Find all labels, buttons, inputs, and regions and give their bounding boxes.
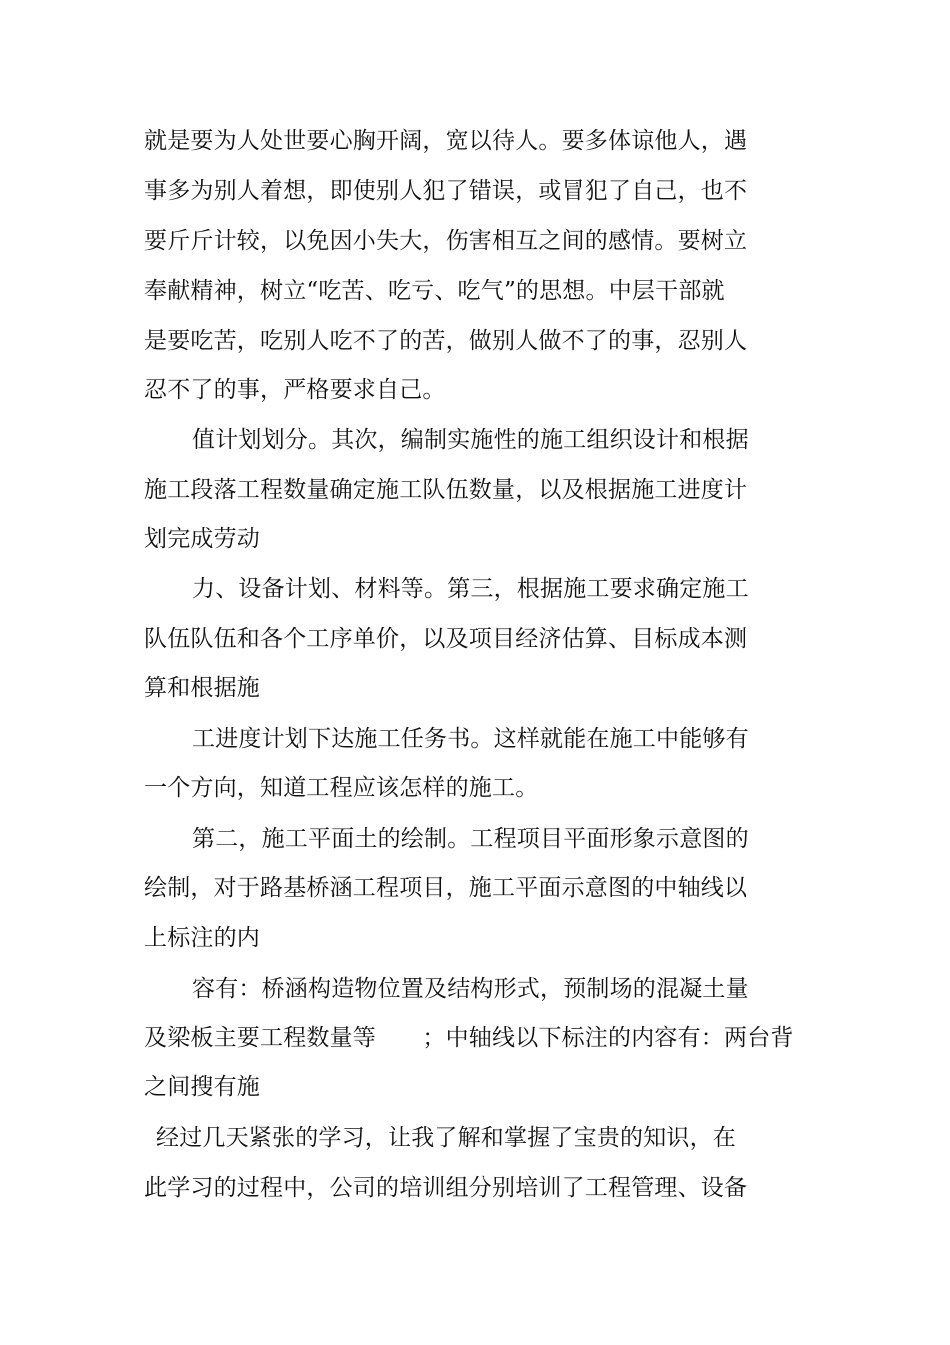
text-line: 之间搜有施 — [144, 1074, 260, 1100]
text-line: 第二，施工平面土的绘制。工程项目平面形象示意图的 — [192, 826, 749, 852]
text-line: 忍不了的事，严格要求自己。 — [144, 377, 446, 403]
text-line: 工进度计划下达施工任务书。这样就能在施工中能够有 — [192, 726, 749, 752]
text-line: 力、设备计划、材料等。第三，根据施工要求确定施工 — [192, 576, 749, 602]
text-line: 奉献精神，树立“吃苦、吃亏、吃气”的思想。中层干部就 — [144, 278, 725, 304]
text-line: 施工段落工程数量确定施工队伍数量，以及根据施工进度计 — [144, 477, 748, 503]
text-line: 值计划划分。其次，编制实施性的施工组织设计和根据 — [192, 427, 749, 453]
text-line: 就是要为人处世要心胸开阔，宽以待人。要多体谅他人，遇 — [144, 128, 748, 154]
text-line: 一个方向，知道工程应该怎样的施工。 — [144, 775, 539, 801]
text-line: 上标注的内 — [144, 925, 260, 951]
text-line: 队伍队伍和各个工序单价，以及项目经济估算、目标成本测 — [144, 626, 748, 652]
text-line: 算和根据施 — [144, 675, 260, 701]
text-line: 划完成劳动 — [144, 526, 260, 552]
text-line: 是要吃苦，吃别人吃不了的苦，做别人做不了的事，忍别人 — [144, 328, 748, 354]
text-line: 绘制，对于路基桥涵工程项目，施工平面示意图的中轴线以 — [144, 875, 748, 901]
text-line: 容有：桥涵构造物位置及结构形式，预制场的混凝土量 — [192, 976, 749, 1002]
text-line: 及梁板主要工程数量等 ；中轴线以下标注的内容有：两台背 — [144, 1025, 794, 1051]
text-line: 要斤斤计较，以免因小失大，伤害相互之间的感情。要树立 — [144, 228, 748, 254]
text-line: 经过几天紧张的学习，让我了解和掌握了宝贵的知识，在 — [156, 1125, 736, 1151]
text-line: 事多为别人着想，即使别人犯了错误，或冒犯了自己，也不 — [144, 178, 748, 204]
text-line: 此学习的过程中，公司的培训组分别培训了工程管理、设备 — [144, 1175, 748, 1201]
